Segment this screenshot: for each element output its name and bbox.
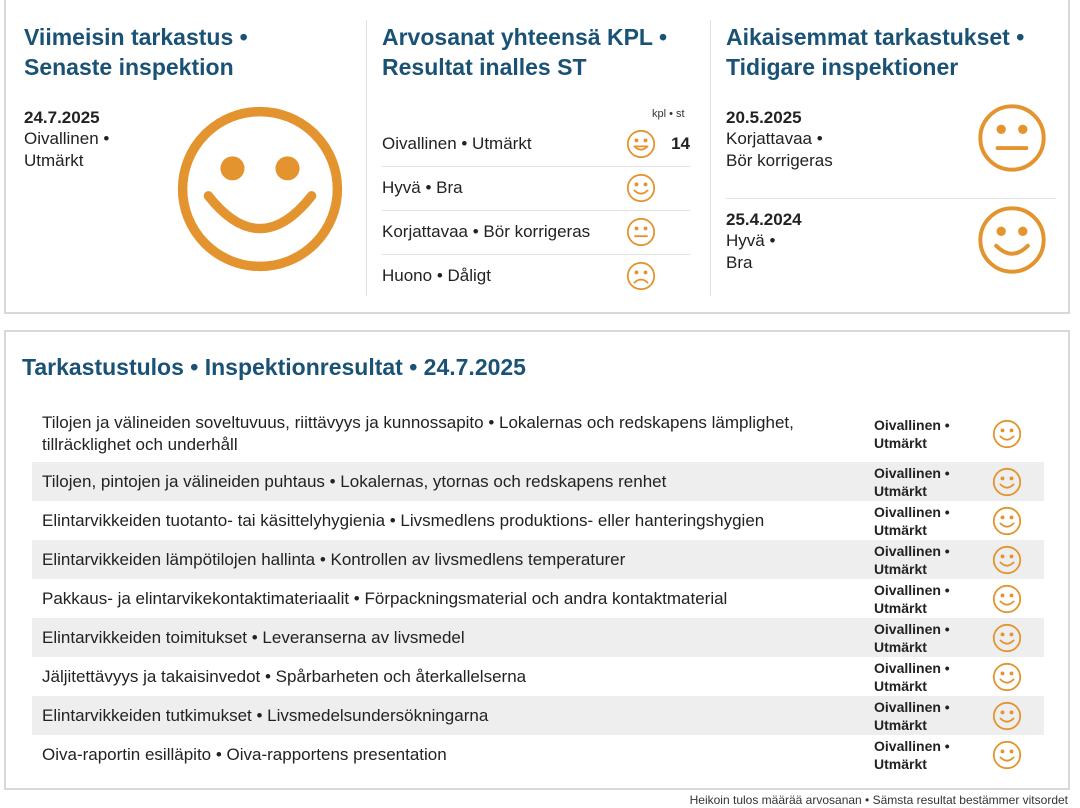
previous-heading-line2: Tidigare inspektioner <box>726 54 959 80</box>
result-row <box>32 501 1044 540</box>
latest-heading-line1: Viimeisin tarkastus • <box>24 24 248 50</box>
result-row <box>32 579 1044 618</box>
previous-separator <box>726 198 1056 199</box>
result-grade-line2: Utmärkt <box>874 638 927 655</box>
result-text: Tilojen, pintojen ja välineiden puhtaus • Lokalernas, ytornas och redskapens renhet <box>42 471 667 491</box>
result-grade <box>874 659 992 695</box>
summary-card <box>4 0 1070 314</box>
result-grade-line1: Oivallinen • <box>874 503 950 520</box>
result-grade-line2: Utmärkt <box>874 755 927 772</box>
result-text: Pakkaus- ja elintarvikekontaktimateriaalit • Förpackningsmaterial och andra kontaktmaterial <box>42 588 728 608</box>
totals-heading-line1: Arvosanat yhteensä KPL • <box>382 24 668 50</box>
smiley-excellent-icon <box>992 584 1022 614</box>
result-grade <box>874 620 992 656</box>
result-row <box>32 618 1044 657</box>
result-grade-line1: Oivallinen • <box>874 698 950 715</box>
result-text: Elintarvikkeiden tutkimukset • Livsmedelsundersökningarna <box>42 705 489 725</box>
result-text: Elintarvikkeiden tuotanto- tai käsittelyhygienia • Livsmedlens produktions- eller hanteringshygien <box>42 510 765 530</box>
result-text: Elintarvikkeiden lämpötilojen hallinta • Kontrollen av livsmedlens temperaturer <box>42 549 626 569</box>
panel-divider <box>710 20 711 296</box>
previous-heading-line1: Aikaisemmat tarkastukset • <box>726 24 1025 50</box>
footnote: Heikoin tulos määrää arvosanan • Sämsta resultat bestämmer vitsordet <box>689 793 1068 807</box>
previous-grade-line2: Bra <box>726 253 753 272</box>
result-grade-line2: Utmärkt <box>874 716 927 733</box>
result-grade <box>874 698 992 734</box>
result-text: Oiva-raportin esilläpito • Oiva-rapportens presentation <box>42 744 447 764</box>
smiley-sad-icon <box>626 261 656 291</box>
result-grade-line2: Utmärkt <box>874 599 927 616</box>
result-grade-line1: Oivallinen • <box>874 542 950 559</box>
result-text: Tilojen ja välineiden soveltuvuus, riittävyys ja kunnossapito • Lokalernas och redskapens lämplighet, tillräcklighet och underhåll <box>42 413 794 454</box>
result-grade-line2: Utmärkt <box>874 435 927 451</box>
result-grade <box>874 542 992 578</box>
result-grade <box>874 737 992 773</box>
smiley-excellent-icon <box>992 506 1022 536</box>
latest-date: 24.7.2025 <box>24 108 100 127</box>
result-grade-line1: Oivallinen • <box>874 737 950 754</box>
result-row <box>32 540 1044 579</box>
smiley-neutral-icon <box>976 102 1048 174</box>
previous-inspection-item <box>726 210 1056 308</box>
grade-label: Oivallinen • Utmärkt <box>382 134 532 153</box>
smiley-excellent-icon <box>992 701 1022 731</box>
previous-grade-line2: Bör korrigeras <box>726 151 833 170</box>
smiley-excellent-icon <box>992 545 1022 575</box>
grade-total-row <box>382 166 690 211</box>
grade-total-row <box>382 254 690 298</box>
result-text: Elintarvikkeiden toimitukset • Leveranserna av livsmedel <box>42 627 465 647</box>
result-grade-line2: Utmärkt <box>874 677 927 694</box>
smiley-excellent-icon <box>626 129 656 159</box>
result-grade-line2: Utmärkt <box>874 482 927 499</box>
totals-heading-line2: Resultat inalles ST <box>382 54 587 80</box>
result-grade-line2: Utmärkt <box>874 560 927 577</box>
panel-divider <box>366 20 367 296</box>
smiley-neutral-icon <box>626 217 656 247</box>
result-grade-line1: Oivallinen • <box>874 620 950 637</box>
smiley-good-icon <box>976 204 1048 276</box>
smiley-excellent-icon <box>992 662 1022 692</box>
totals-unit: kpl • st <box>652 108 685 120</box>
result-grade-line2: Utmärkt <box>874 521 927 538</box>
result-grade <box>874 416 992 452</box>
grade-total-row <box>382 210 690 255</box>
grade-total-row <box>382 122 690 167</box>
smiley-excellent-icon <box>992 467 1022 497</box>
latest-heading-line2: Senaste inspektion <box>24 54 234 80</box>
grade-label: Hyvä • Bra <box>382 178 463 197</box>
smiley-excellent-icon <box>992 419 1022 449</box>
latest-grade-line2: Utmärkt <box>24 151 84 170</box>
result-grade-line1: Oivallinen • <box>874 464 950 481</box>
smiley-good-icon <box>626 173 656 203</box>
result-row <box>32 696 1044 735</box>
previous-grade-line1: Korjattavaa • <box>726 129 823 148</box>
result-grade-line1: Oivallinen • <box>874 659 950 676</box>
previous-grade-line1: Hyvä • <box>726 231 776 250</box>
result-grade <box>874 464 992 500</box>
result-text: Jäljitettävyys ja takaisinvedot • Spårbarheten och återkallelserna <box>42 666 527 686</box>
result-grade-line1: Oivallinen • <box>874 581 950 598</box>
result-grade <box>874 503 992 539</box>
smiley-excellent-icon <box>992 623 1022 653</box>
smiley-excellent-icon <box>992 740 1022 770</box>
previous-date: 25.4.2024 <box>726 210 802 229</box>
latest-grade-line1: Oivallinen • <box>24 129 110 148</box>
grade-count: 14 <box>671 134 690 153</box>
result-grade-line1: Oivallinen • <box>874 417 950 433</box>
results-card <box>4 330 1070 790</box>
previous-date: 20.5.2025 <box>726 108 802 127</box>
result-row <box>32 735 1044 774</box>
previous-inspection-item <box>726 108 1056 206</box>
grade-label: Huono • Dåligt <box>382 266 491 285</box>
result-grade <box>874 581 992 617</box>
result-row <box>32 462 1044 501</box>
result-row <box>32 657 1044 696</box>
smiley-excellent-icon <box>174 103 346 275</box>
grade-label: Korjattavaa • Bör korrigeras <box>382 222 591 241</box>
result-row <box>32 406 1044 462</box>
results-heading: Tarkastustulos • Inspektionresultat • 24.7.2025 <box>22 354 526 380</box>
results-table <box>32 406 1044 774</box>
